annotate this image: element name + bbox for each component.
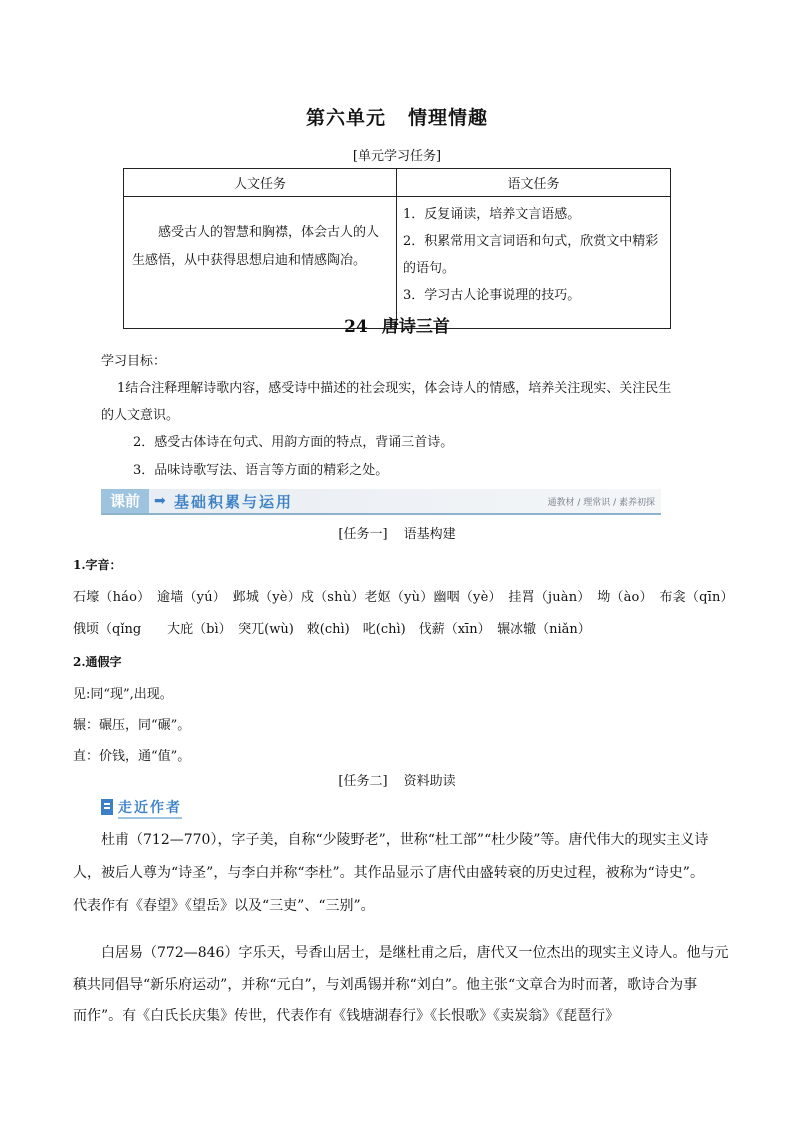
task-one-heading <box>0 523 794 542</box>
lesson-number: 24 <box>344 317 368 337</box>
task-table-caption: [单元学习任务] <box>352 149 442 164</box>
du-fu-paragraph-line: 杜甫（712—770），字子美，自称“少陵野老”，世称“杜工部”“杜少陵”等。唐代伟大的现实主义诗 <box>101 832 709 848</box>
pronunciation-row: 石壕（háo） 逾墙（yú） 邺城（yè）戍（shù）老妪（yù）幽咽（yè） 挂罥（juàn） 坳（ào） 布衾（qīn） <box>73 590 734 605</box>
task-two-title: 资料助读 <box>403 774 456 789</box>
goal-item: 3．品味诗歌写法、语言等方面的精彩之处。 <box>133 463 389 478</box>
arrow-right-icon: ➡ <box>154 493 166 509</box>
banner-subtitle: 通教材 / 理常识 / 素养初探 <box>547 498 655 508</box>
unit-title <box>0 103 794 130</box>
du-fu-paragraph-line: 代表作有《春望》《望岳》以及“三吏”、“三别”。 <box>73 898 375 914</box>
humanities-task-cell: 感受古人的智慧和胸襟，体会古人的人生感悟，从中获得思想启迪和情感陶冶。 <box>124 197 397 329</box>
banner-title: 基础积累与运用 <box>174 493 294 511</box>
tongjia-item: 辗：碾压，同“碾”。 <box>73 718 191 733</box>
goal-item-continued: 的人文意识。 <box>101 408 180 423</box>
pronunciation-row: 俄顷（qǐng 大庇（bì） 突兀(wù) 敕(chì) 叱(chì) 伐薪（xīn） 辗冰辙（niǎn） <box>73 622 591 637</box>
list-icon <box>101 799 113 815</box>
bai-juyi-paragraph-line: 白居易（772—846）字乐天，号香山居士，是继杜甫之后，唐代又一位杰出的现实主义诗人。他与元 <box>101 945 729 961</box>
bai-juyi-paragraph-line: 而作”。有《白氏长庆集》传世，代表作有《钱塘湖春行》《长恨歌》《卖炭翁》《琵琶行》 <box>73 1008 620 1024</box>
task-two-heading <box>0 770 794 789</box>
du-fu-paragraph-line: 人，被后人尊为“诗圣”，与李白并称“李杜”。其作品显示了唐代由盛转衰的历史过程，被称为“诗史”。 <box>73 865 704 881</box>
section-banner <box>101 489 661 515</box>
task-two-label: [任务二] <box>338 774 388 789</box>
lesson-name: 唐诗三首 <box>381 317 450 337</box>
chinese-task-item: 1．反复诵读，培养文言语感。 <box>403 207 581 222</box>
chinese-task-cell <box>397 197 671 329</box>
unit-task-table <box>123 168 671 329</box>
tongjia-heading: 2.通假字 <box>73 655 122 669</box>
goals-label: 学习目标： <box>101 354 167 369</box>
task-one-title: 语基构建 <box>403 527 456 542</box>
tongjia-item: 直：价钱，通“值”。 <box>73 749 191 764</box>
chinese-task-item: 3．学习古人论事说理的技巧。 <box>403 288 581 303</box>
unit-number: 第六单元 <box>305 107 386 129</box>
table-header-chinese: 语文任务 <box>397 169 671 197</box>
tongjia-item: 见:同“现”,出现。 <box>73 687 173 702</box>
bai-juyi-paragraph-line: 稹共同倡导“新乐府运动”，并称“元白”，与刘禹锡并称“刘白”。他主张“文章合为时而著，歌诗合为事 <box>73 977 698 993</box>
lesson-title <box>0 312 794 337</box>
table-header-humanities: 人文任务 <box>124 169 397 197</box>
pronunciation-heading: 1.字音： <box>73 558 122 572</box>
goal-item: 1结合注释理解诗歌内容，感受诗中描述的社会现实，体会诗人的情感，培养关注现实、关注民生 <box>117 381 672 396</box>
task-one-label: [任务一] <box>338 527 388 542</box>
banner-tag: 课前 <box>101 489 149 513</box>
goal-item: 2．感受古体诗在句式、用韵方面的特点，背诵三首诗。 <box>133 435 454 450</box>
chinese-task-item: 2．积累常用文言词语和句式，欣赏文中精彩的语句。 <box>403 234 659 276</box>
author-badge-label: 走近作者 <box>118 797 182 819</box>
unit-theme: 情理情趣 <box>408 107 489 129</box>
